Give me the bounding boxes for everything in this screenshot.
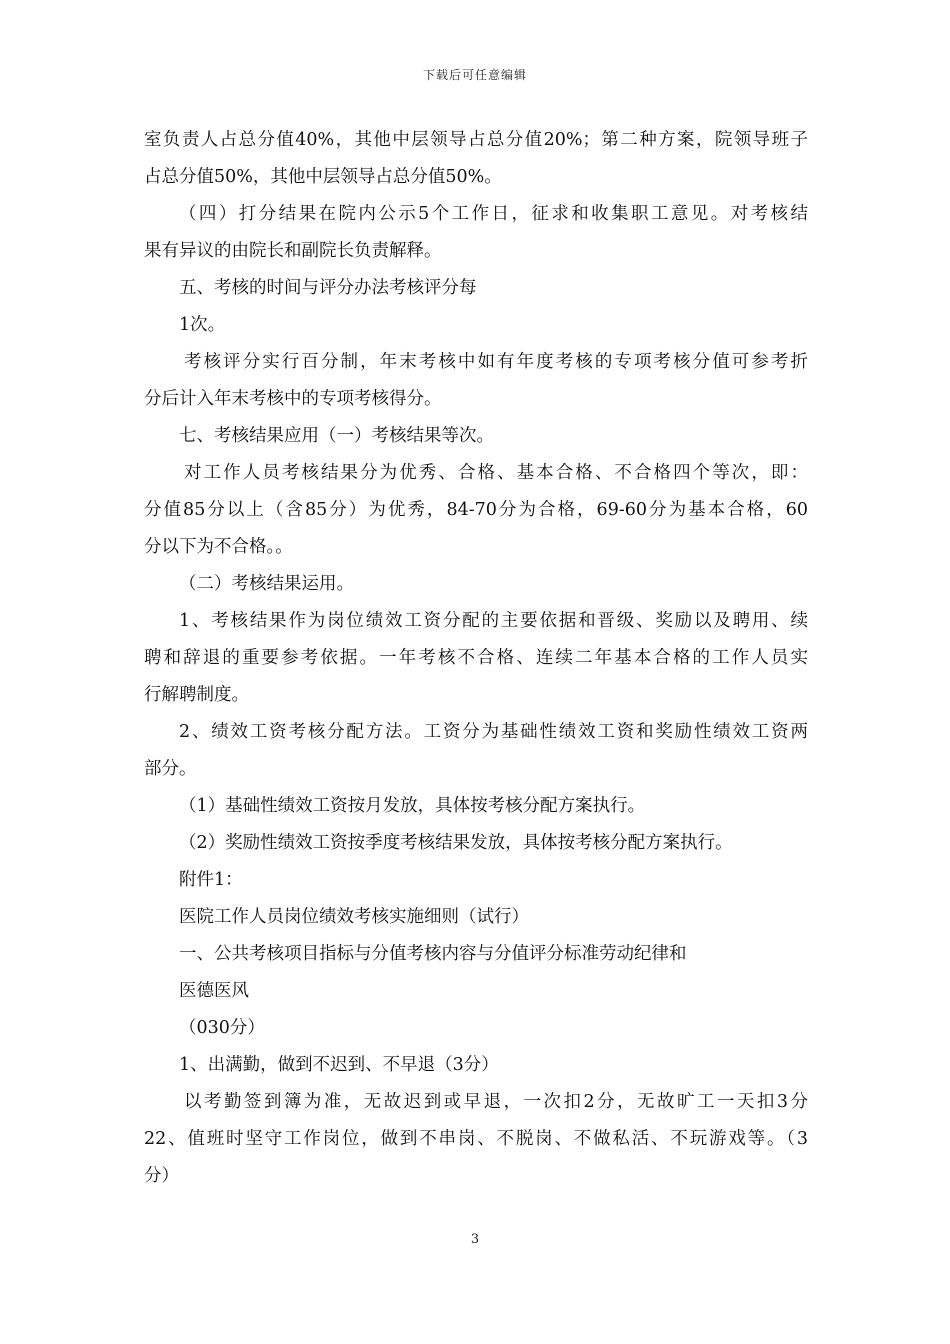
paragraph-line: 行解聘制度。 [144,685,249,705]
paragraph-line: 医德医风 [179,981,249,1001]
paragraph-line: 部分。 [144,759,197,779]
paragraph-line: 以考勤签到簿为准，无故迟到或早退，一次扣2分，无故旷工一天扣3分 [184,1092,808,1112]
paragraph-line: 对工作人员考核结果分为优秀、合格、基本合格、不合格四个等次，即： [184,463,808,483]
paragraph-line: （030分） [179,1018,265,1038]
list-item: 1、出满勤，做到不迟到、不早退（3分） [179,1055,499,1075]
paragraph-line: 考核评分实行百分制，年末考核中如有年度考核的专项考核分值可参考折 [184,352,808,372]
paragraph-line: 分） [144,1166,179,1186]
paragraph-line: 聘和辞退的重要参考依据。一年考核不合格、连续二年基本合格的工作人员实 [144,648,808,668]
list-item: （1）基础性绩效工资按月发放，具体按考核分配方案执行。 [179,796,646,816]
paragraph-line: 22、值班时坚守工作岗位，做到不串岗、不脱岗、不做私活、不玩游戏等。（3 [144,1129,808,1149]
page-header: 下载后可任意编辑 [422,68,527,82]
paragraph-line: 2、绩效工资考核分配方法。工资分为基础性绩效工资和奖励性绩效工资两 [179,722,808,742]
paragraph-line: （四）打分结果在院内公示5个工作日，征求和收集职工意见。对考核结 [179,204,808,224]
paragraph-line: 室负责人占总分值40%，其他中层领导占总分值20%；第二种方案，院领导班子 [144,130,808,150]
paragraph-line: 分以下为不合格。。 [144,537,293,557]
section-heading: 一、公共考核项目指标与分值考核内容与分值评分标准劳动纪律和 [179,944,687,964]
section-heading: 七、考核结果应用（一）考核结果等次。 [179,426,494,446]
paragraph-line: 果有异议的由院长和副院长负责解释。 [144,241,442,261]
attachment-title: 医院工作人员岗位绩效考核实施细则（试行） [179,907,529,927]
section-heading: 五、考核的时间与评分办法考核评分每 [179,278,477,298]
list-item: （2）奖励性绩效工资按季度考核结果发放，具体按考核分配方案执行。 [179,833,733,853]
page-number: 3 [470,1232,480,1247]
attachment-label: 附件1： [179,870,243,890]
paragraph-line: 分后计入年末考核中的专项考核得分。 [144,389,442,409]
section-heading: （二）考核结果运用。 [179,574,354,594]
paragraph-line: 分值85分以上（含85分）为优秀，84-70分为合格，69-60分为基本合格，60 [144,500,808,520]
document-body [144,122,808,1195]
paragraph-line: 1、考核结果作为岗位绩效工资分配的主要依据和晋级、奖励以及聘用、续 [179,611,808,631]
paragraph-line: 1次。 [179,315,226,335]
paragraph-line: 占总分值50%，其他中层领导占总分值50%。 [144,167,502,187]
